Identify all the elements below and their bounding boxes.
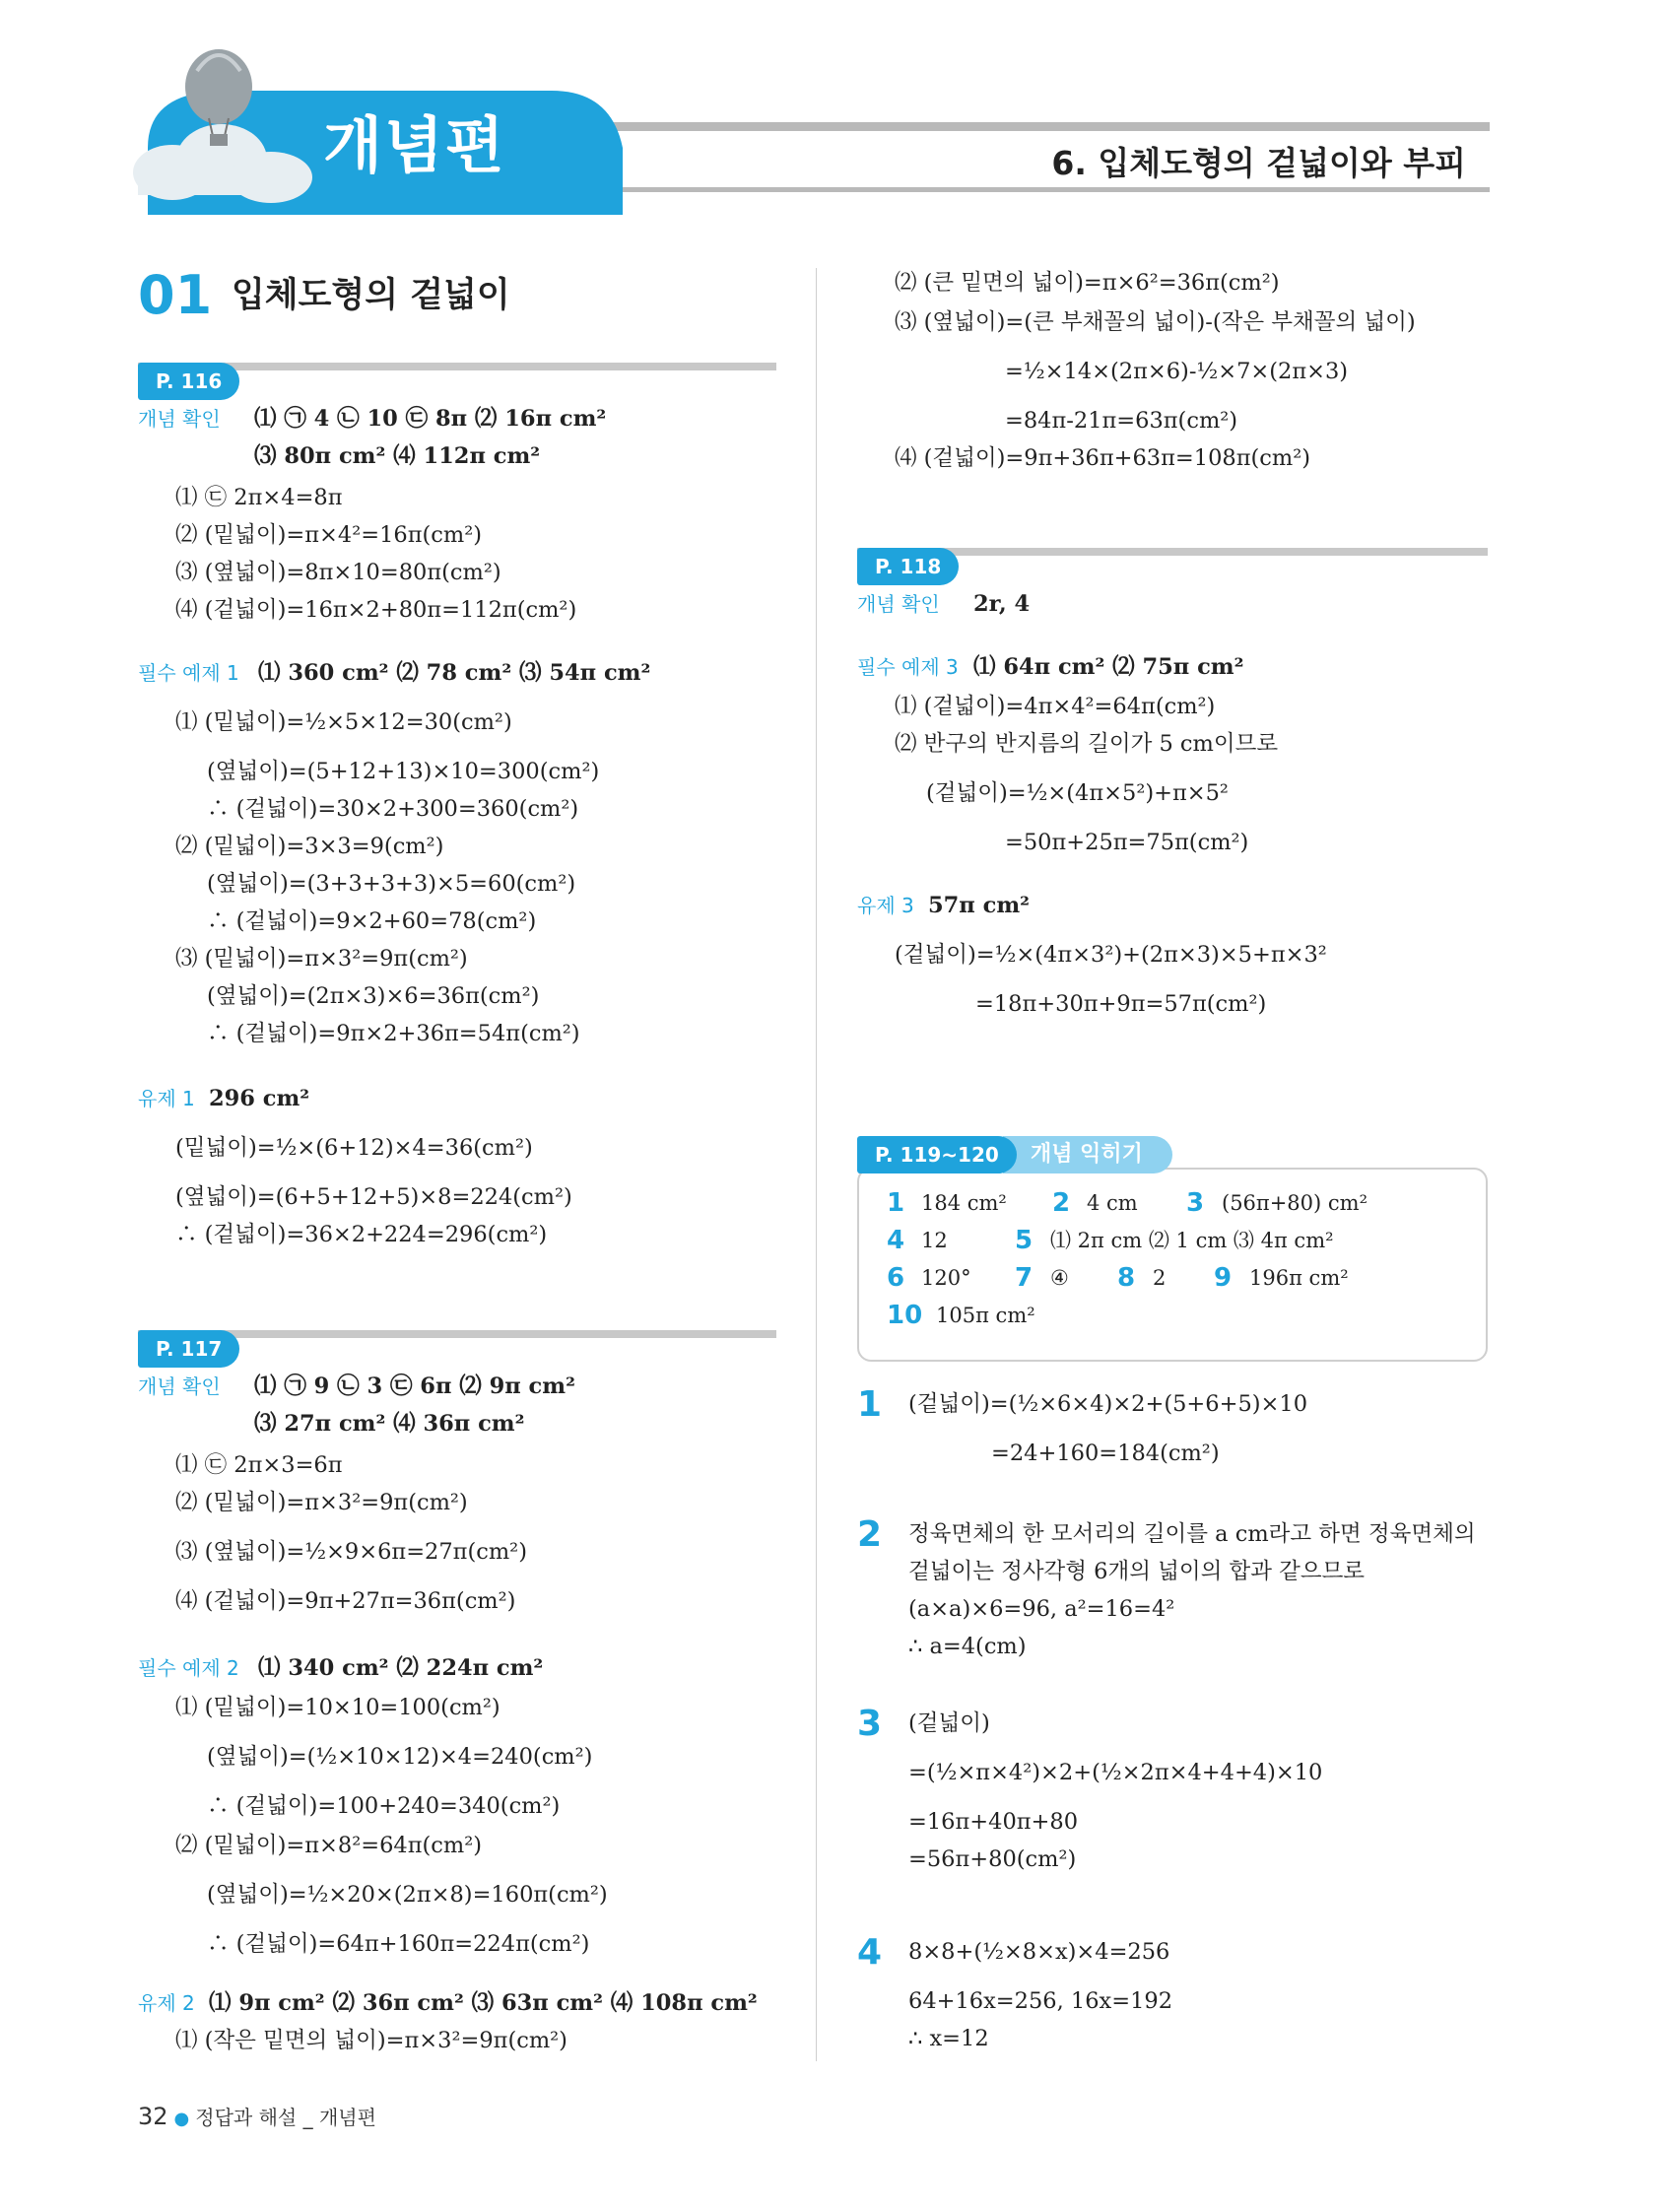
page-tag-118: P. 118: [857, 548, 959, 585]
answer-value: 184 cm²: [921, 1191, 1007, 1215]
answer-value: 196π cm²: [1249, 1266, 1349, 1290]
answer-value: 4 cm: [1087, 1191, 1138, 1215]
question-number: 3: [857, 1704, 883, 1744]
example-label: 필수 예제 2: [138, 1656, 239, 1680]
concept-check-label: 개념 확인: [138, 1374, 221, 1398]
question-number: 2: [857, 1514, 883, 1555]
solution-line: =24+160=184(cm²): [991, 1441, 1220, 1466]
answer-number: 9: [1214, 1263, 1233, 1293]
answer-value: 2: [1153, 1266, 1167, 1290]
solution-line: (옆넓이)=(6+5+12+5)×8=224(cm²): [175, 1184, 572, 1210]
box-title: 개념 익히기: [1003, 1136, 1172, 1173]
solution-line: ⑴ (겉넓이)=4π×4²=64π(cm²): [895, 694, 1216, 719]
solution-line: ∴ (겉넓이)=9π×2+36π=54π(cm²): [207, 1021, 580, 1046]
answer-value: 12: [921, 1229, 948, 1252]
solution-line: ∴ (겉넓이)=100+240=340(cm²): [207, 1793, 561, 1819]
answer-number: 1: [887, 1188, 905, 1218]
solution-line: ∴ (겉넓이)=30×2+300=360(cm²): [207, 796, 579, 822]
solution-line: ⑵ (밑넓이)=π×8²=64π(cm²): [175, 1833, 483, 1858]
answer-value: ④: [1050, 1266, 1069, 1290]
example-label: 필수 예제 1: [138, 661, 239, 685]
concept-check-label: 개념 확인: [138, 407, 221, 431]
solution-line: ⑵ (밑넓이)=π×3²=9π(cm²): [175, 1490, 468, 1515]
solution-line: =16π+40π+80: [908, 1809, 1079, 1835]
concept-check-answer: ⑶ 80π cm² ⑷ 112π cm²: [254, 443, 541, 469]
solution-line: =84π-21π=63π(cm²): [1005, 408, 1238, 434]
solution-line: ⑶ (옆넓이)=8π×10=80π(cm²): [175, 560, 501, 585]
solution-line: ∴ (겉넓이)=9×2+60=78(cm²): [207, 908, 537, 934]
solution-line: ⑴ (작은 밑면의 넓이)=π×3²=9π(cm²): [175, 2028, 567, 2053]
solution-line: ⑵ (밑넓이)=3×3=9(cm²): [175, 834, 444, 859]
solution-line: ⑷ (겉넓이)=16π×2+80π=112π(cm²): [175, 597, 577, 623]
solution-line: ∴ (겉넓이)=36×2+224=296(cm²): [175, 1222, 548, 1247]
concept-check-answer: ⑴ ㉠ 9 ㉡ 3 ㉢ 6π ⑵ 9π cm²: [254, 1374, 575, 1399]
answer-number: 8: [1117, 1263, 1136, 1293]
solution-line: ⑴ ㉢ 2π×3=6π: [175, 1452, 343, 1478]
concept-check-label: 개념 확인: [857, 592, 940, 616]
concept-check-answer: 2r, 4: [973, 591, 1031, 617]
solution-line: =18π+30π+9π=57π(cm²): [975, 991, 1267, 1017]
solution-line: (겉넓이)=(½×6×4)×2+(5+6+5)×10: [908, 1391, 1308, 1417]
solution-line: =56π+80(cm²): [908, 1846, 1077, 1872]
solution-line: (겉넓이)=½×(4π×5²)+π×5²: [926, 780, 1229, 806]
answer-number: 3: [1186, 1188, 1205, 1218]
solution-line: =50π+25π=75π(cm²): [1005, 830, 1249, 855]
exercise-label: 유제 1: [138, 1087, 195, 1110]
example-answer: ⑴ 340 cm² ⑵ 224π cm²: [258, 1655, 544, 1681]
page-footer: [138, 2102, 376, 2130]
solution-line: =½×14×(2π×6)-½×7×(2π×3): [1005, 359, 1349, 384]
answer-value: 120°: [921, 1266, 971, 1290]
example-answer: ⑴ 360 cm² ⑵ 78 cm² ⑶ 54π cm²: [258, 660, 651, 686]
solution-line: 8×8+(½×8×x)×4=256: [908, 1939, 1170, 1965]
solution-line: ⑵ (큰 밑면의 넓이)=π×6²=36π(cm²): [895, 270, 1280, 296]
answer-number: 4: [887, 1226, 905, 1255]
solution-line: ⑶ (밑넓이)=π×3²=9π(cm²): [175, 946, 468, 972]
header-banner: [0, 0, 1668, 227]
solution-line: ⑷ (겉넓이)=9π+36π+63π=108π(cm²): [895, 445, 1311, 471]
solution-line: (옆넓이)=(5+12+13)×10=300(cm²): [207, 759, 600, 784]
solution-line: 정육면체의 한 모서리의 길이를 a cm라고 하면 정육면체의: [908, 1521, 1476, 1547]
exercise-answer: 296 cm²: [209, 1086, 310, 1111]
chapter-title: 6. 입체도형의 겉넓이와 부피: [1051, 144, 1466, 182]
solution-line: (겉넓이)=½×(4π×3²)+(2π×3)×5+π×3²: [895, 942, 1327, 968]
page-number: 32: [138, 2103, 168, 2130]
concept-check-answer: ⑴ ㉠ 4 ㉡ 10 ㉢ 8π ⑵ 16π cm²: [254, 406, 607, 432]
solution-line: ∴ a=4(cm): [908, 1634, 1027, 1659]
solution-line: (옆넓이)=½×20×(2π×8)=160π(cm²): [207, 1882, 608, 1908]
page-tag-117: P. 117: [138, 1330, 239, 1368]
solution-line: (밑넓이)=½×(6+12)×4=36(cm²): [175, 1135, 533, 1161]
section-title: 입체도형의 겉넓이: [232, 276, 510, 315]
example-label: 필수 예제 3: [857, 655, 959, 679]
solution-line: ∴ (겉넓이)=64π+160π=224π(cm²): [207, 1931, 590, 1957]
answer-number: 2: [1052, 1188, 1071, 1218]
solution-line: (a×a)×6=96, a²=16=4²: [908, 1596, 1175, 1622]
concept-check-answer: ⑶ 27π cm² ⑷ 36π cm²: [254, 1411, 525, 1437]
question-number: 4: [857, 1932, 883, 1973]
answer-value: (56π+80) cm²: [1222, 1191, 1368, 1215]
exercise-answer: 57π cm²: [928, 893, 1030, 918]
exercise-label: 유제 3: [857, 894, 914, 917]
exercise-answer: ⑴ 9π cm² ⑵ 36π cm² ⑶ 63π cm² ⑷ 108π cm²: [209, 1990, 758, 2016]
solution-line: 64+16x=256, 16x=192: [908, 1988, 1173, 2014]
answer-number: 6: [887, 1263, 905, 1293]
answer-number: 7: [1015, 1263, 1034, 1293]
answer-value: 105π cm²: [936, 1304, 1035, 1327]
solution-line: ∴ x=12: [908, 2026, 989, 2051]
footer-text: 정답과 해설 _ 개념편: [195, 2106, 376, 2129]
exercise-label: 유제 2: [138, 1991, 195, 2015]
example-answer: ⑴ 64π cm² ⑵ 75π cm²: [973, 654, 1244, 680]
solution-line: =(½×π×4²)×2+(½×2π×4+4+4)×10: [908, 1760, 1323, 1785]
column-divider: [816, 268, 817, 2061]
solution-line: (옆넓이)=(½×10×12)×4=240(cm²): [207, 1744, 593, 1770]
section-number: 01: [138, 264, 213, 326]
answer-value: ⑴ 2π cm ⑵ 1 cm ⑶ 4π cm²: [1050, 1229, 1334, 1252]
page-tag-116: P. 116: [138, 363, 239, 400]
solution-line: (겉넓이): [908, 1710, 990, 1736]
solution-line: ⑴ (밑넓이)=½×5×12=30(cm²): [175, 709, 512, 735]
solution-line: (옆넓이)=(2π×3)×6=36π(cm²): [207, 983, 540, 1009]
solution-line: ⑴ ㉢ 2π×4=8π: [175, 485, 343, 510]
question-number: 1: [857, 1384, 883, 1425]
solution-line: ⑶ (옆넓이)=½×9×6π=27π(cm²): [175, 1539, 527, 1565]
solution-line: (옆넓이)=(3+3+3+3)×5=60(cm²): [207, 871, 576, 897]
box-page-tag: P. 119~120: [857, 1136, 1017, 1173]
bullet-icon: ●: [173, 2109, 190, 2129]
solution-line: ⑶ (옆넓이)=(큰 부채꼴의 넓이)-(작은 부채꼴의 넓이): [895, 309, 1416, 335]
solution-line: 겉넓이는 정사각형 6개의 넓이의 합과 같으므로: [908, 1559, 1366, 1584]
solution-line: ⑷ (겉넓이)=9π+27π=36π(cm²): [175, 1588, 516, 1614]
solution-line: ⑵ (밑넓이)=π×4²=16π(cm²): [175, 522, 483, 548]
answer-number: 10: [887, 1301, 923, 1330]
answer-number: 5: [1015, 1226, 1034, 1255]
header-title: 개념편: [323, 109, 506, 181]
solution-line: ⑴ (밑넓이)=10×10=100(cm²): [175, 1695, 500, 1720]
solution-line: ⑵ 반구의 반지름의 길이가 5 cm이므로: [895, 731, 1279, 757]
